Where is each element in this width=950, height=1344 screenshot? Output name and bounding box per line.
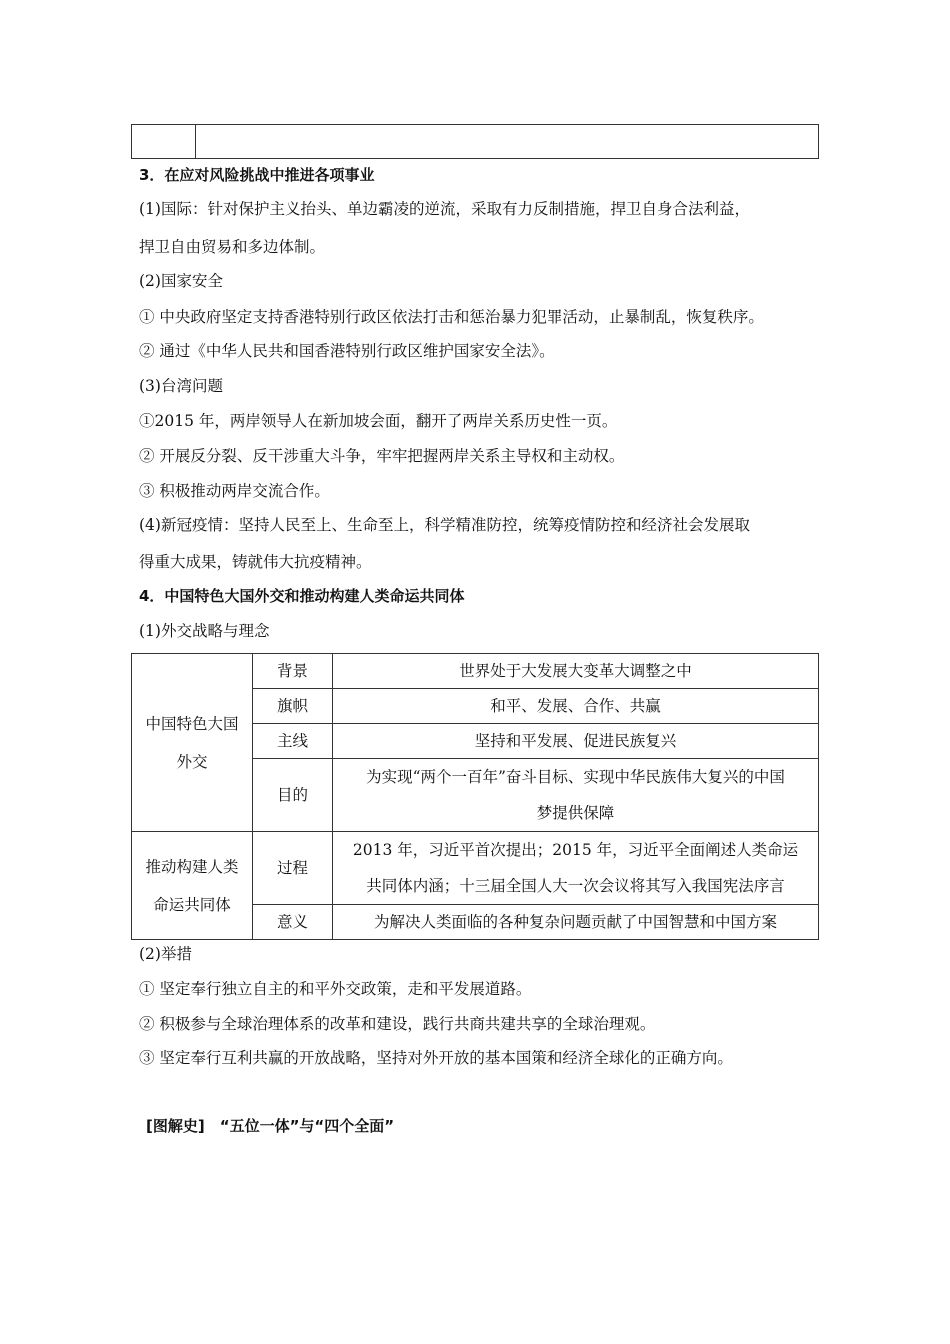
group-label: 中国特色大国 <box>145 714 239 733</box>
taiwan-item: ①2015 年，两岸领导人在新加坡会面，翻开了两岸关系历史性一页。 <box>139 412 618 430</box>
covid-line: (4)新冠疫情：坚持人民至上、生命至上，科学精准防控，统筹疫情防控和经济社会发展取 <box>139 516 750 534</box>
section3-heading: 3．在应对风险挑战中推进各项事业 <box>139 166 375 184</box>
measure-item: ① 坚定奉行独立自主的和平外交政策，走和平发展道路。 <box>139 980 532 998</box>
row-key: 目的 <box>253 759 333 832</box>
top-table-fragment <box>131 124 819 159</box>
intl-line: 捍卫自由贸易和多边体制。 <box>139 238 326 256</box>
group-label: 命运共同体 <box>153 895 231 914</box>
row-key: 主线 <box>253 724 333 759</box>
row-value-line: 共同体内涵；十三届全国人大一次会议将其写入我国宪法序言 <box>366 877 785 895</box>
taiwan-item: ② 开展反分裂、反干涉重大斗争，牢牢把握两岸关系主导权和主动权。 <box>139 447 625 465</box>
diplomacy-table <box>131 653 819 940</box>
group-label: 推动构建人类 <box>145 857 239 876</box>
row-value-line: 为实现“两个一百年”奋斗目标、实现中华民族伟大复兴的中国 <box>366 768 785 786</box>
strategy-title: (1)外交战略与理念 <box>139 622 270 640</box>
footer-heading: [图解史] “五位一体”与“四个全面” <box>146 1117 395 1135</box>
group-cell-diplomacy <box>132 654 253 832</box>
row-value: 世界处于大发展大变革大调整之中 <box>333 654 819 689</box>
row-value <box>333 832 819 905</box>
row-value: 和平、发展、合作、共赢 <box>333 689 819 724</box>
empty-cell <box>132 125 196 159</box>
measure-item: ③ 坚定奉行互利共赢的开放战略，坚持对外开放的基本国策和经济全球化的正确方向。 <box>139 1049 733 1067</box>
row-value <box>333 759 819 832</box>
row-key: 意义 <box>253 905 333 940</box>
section4-heading: 4．中国特色大国外交和推动构建人类命运共同体 <box>139 587 465 605</box>
security-title: (2)国家安全 <box>139 272 223 290</box>
row-value-line: 2013 年，习近平首次提出；2015 年，习近平全面阐述人类命运 <box>352 841 799 859</box>
row-key: 过程 <box>253 832 333 905</box>
covid-line: 得重大成果，铸就伟大抗疫精神。 <box>139 553 372 571</box>
row-value-line: 梦提供保障 <box>536 804 615 822</box>
group-label: 外交 <box>176 752 208 771</box>
row-value: 坚持和平发展、促进民族复兴 <box>333 724 819 759</box>
intl-line: (1)国际：针对保护主义抬头、单边霸凌的逆流，采取有力反制措施，捍卫自身合法利益， <box>139 200 750 218</box>
security-item: ① 中央政府坚定支持香港特别行政区依法打击和惩治暴力犯罪活动，止暴制乱，恢复秩序。 <box>139 308 764 326</box>
taiwan-title: (3)台湾问题 <box>139 377 223 395</box>
measures-title: (2)举措 <box>139 945 192 963</box>
row-value: 为解决人类面临的各种复杂问题贡献了中国智慧和中国方案 <box>333 905 819 940</box>
empty-cell <box>196 125 819 159</box>
group-cell-community <box>132 832 253 940</box>
taiwan-item: ③ 积极推动两岸交流合作。 <box>139 482 330 500</box>
row-key: 背景 <box>253 654 333 689</box>
measure-item: ② 积极参与全球治理体系的改革和建设，践行共商共建共享的全球治理观。 <box>139 1015 656 1033</box>
row-key: 旗帜 <box>253 689 333 724</box>
security-item: ② 通过《中华人民共和国香港特别行政区维护国家安全法》。 <box>139 342 555 360</box>
